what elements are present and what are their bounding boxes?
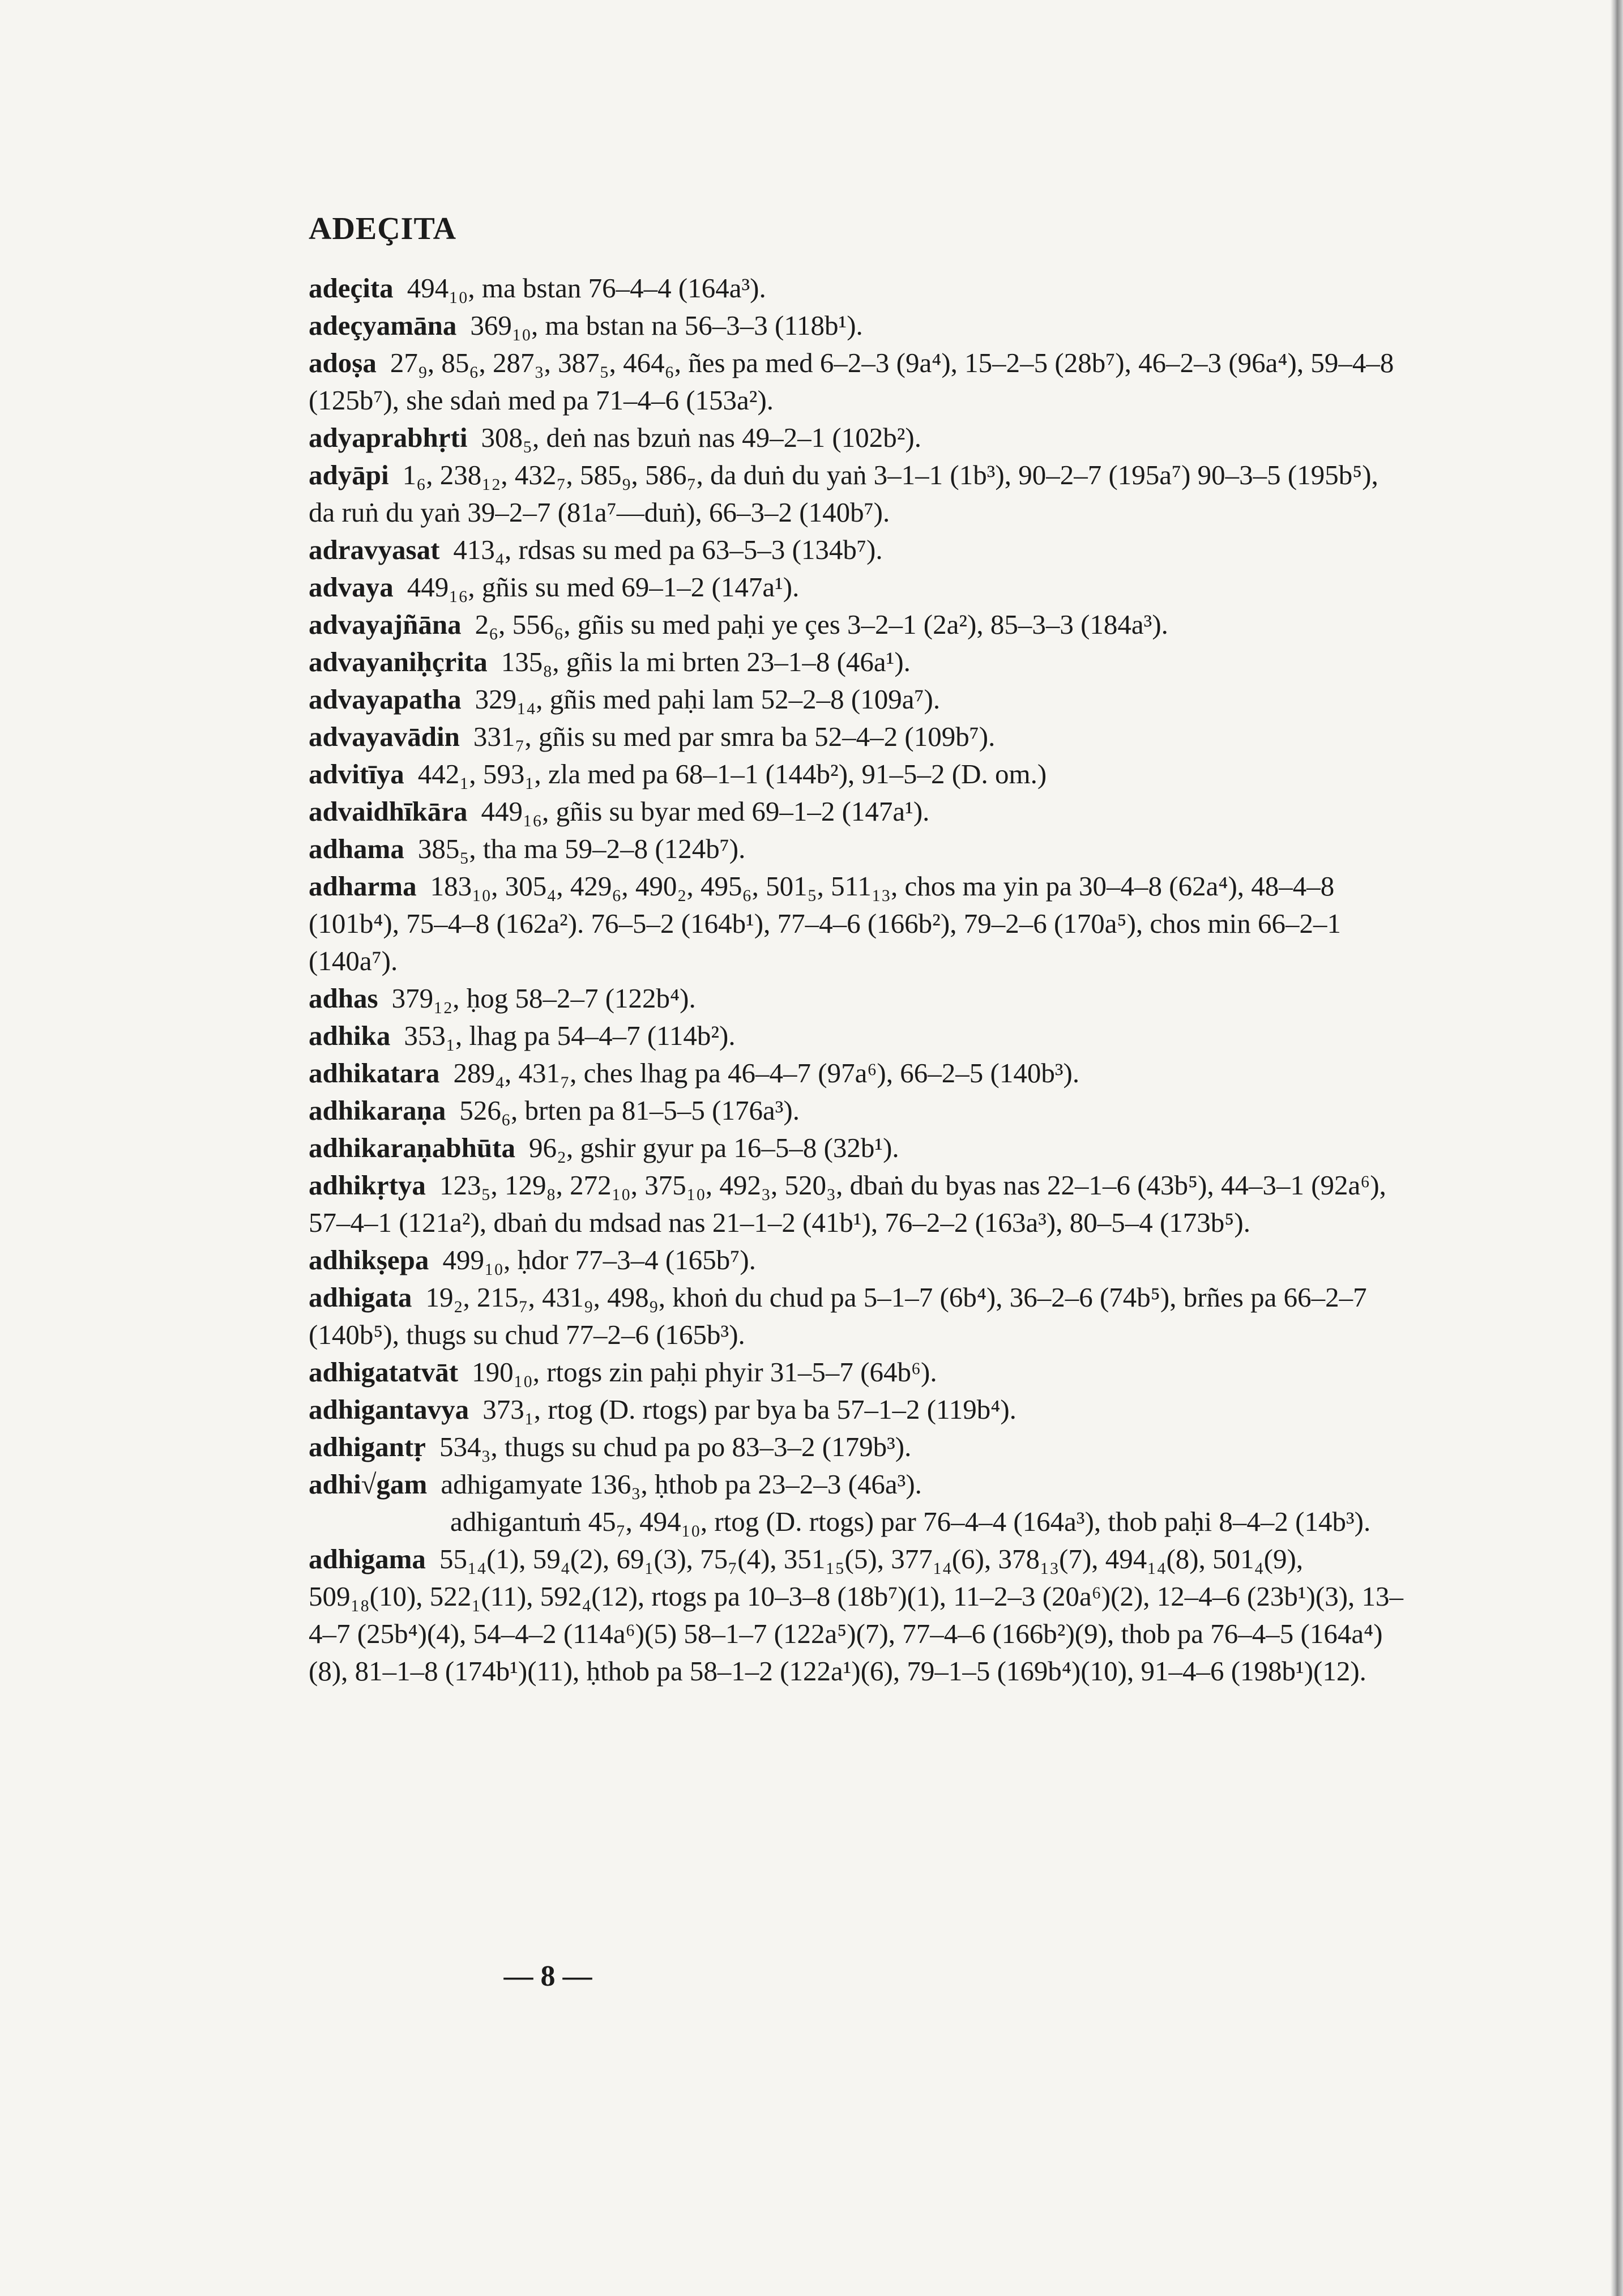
entry-headword: adeçita [309, 272, 394, 304]
dictionary-entry [309, 980, 1404, 1017]
entry-list [309, 270, 1404, 1690]
entry-text: 135₈, gñis la mi brten 23–1–8 (46a¹). [501, 646, 911, 677]
entry-headword: advayajñāna [309, 609, 462, 640]
dictionary-entry [309, 718, 1404, 756]
entry-text: 55₁₄(1), 59₄(2), 69₁(3), 75₇(4), 351₁₅(5), 377₁₄(6), 378₁₃(7), 494₁₄(8), 501₄(9), 509₁₈(10), 522₁(11), 592₄(12), rtogs pa 10–3–8 (18b⁷)(1), 11–2–3 (20a⁶)(2), 12–4–6 (23b¹)(3), 13–4–7 (25b⁴)(4), 54–4–2 (114a⁶)(5) 58–1–7 (122a⁵)(7), 77–4–6 (166b²)(9), thob pa 76–4–5 (164a⁴)(8), 81–1–8 (174b¹)(11), ḥthob pa 58–1–2 (122a¹)(6), 79–1–5 (169b⁴)(10), 91–4–6 (198b¹)(12). [309, 1543, 1404, 1687]
dictionary-entry [309, 606, 1404, 643]
entry-headword: adoṣa [309, 347, 377, 378]
entry-text: 308₅, deṅ nas bzuṅ nas 49–2–1 (102b²). [481, 422, 921, 453]
dictionary-entry [309, 419, 1404, 456]
dictionary-entry [309, 793, 1404, 830]
page-number: — 8 — [503, 1960, 592, 1992]
entry-text: 1₆, 238₁₂, 432₇, 585₉, 586₇, da duṅ du yaṅ 3–1–1 (1b³), 90–2–7 (195a⁷) 90–3–5 (195b⁵), da ruṅ du yaṅ 39–2–7 (81a⁷—duṅ), 66–3–2 (140b⁷). [309, 459, 1378, 528]
entry-headword: adhi√gam [309, 1469, 428, 1500]
entry-headword: adhigama [309, 1543, 426, 1574]
entry-headword: adhigantṛ [309, 1431, 426, 1462]
entry-text: 190₁₀, rtogs zin paḥi phyir 31–5–7 (64b⁶). [472, 1356, 937, 1388]
entry-headword: adhama [309, 833, 404, 864]
entry-text: 499₁₀, ḥdor 77–3–4 (165b⁷). [442, 1244, 756, 1275]
entry-text: 329₁₄, gñis med paḥi lam 52–2–8 (109a⁷). [475, 684, 941, 715]
entry-text: 442₁, 593₁, zla med pa 68–1–1 (144b²), 91–5–2 (D. om.) [417, 758, 1047, 789]
entry-headword: adyāpi [309, 459, 389, 490]
dictionary-entry [309, 1055, 1404, 1092]
entry-headword: adravyasat [309, 534, 440, 565]
entry-text: adhigamyate 136₃, ḥthob pa 23–2–3 (46a³). [441, 1469, 922, 1500]
entry-headword: adyaprabhṛti [309, 422, 468, 453]
entry-text: 413₄, rdsas su med pa 63–5–3 (134b⁷). [453, 534, 883, 565]
entry-text: 494₁₀, ma bstan 76–4–4 (164a³). [407, 272, 766, 304]
dictionary-entry [309, 344, 1404, 419]
entry-text: 353₁, lhag pa 54–4–7 (114b²). [404, 1020, 736, 1051]
dictionary-entry [309, 1466, 1404, 1503]
dictionary-entry [309, 270, 1404, 307]
dictionary-entry [309, 1167, 1404, 1241]
dictionary-entry [309, 756, 1404, 793]
entry-text: 331₇, gñis su med par smra ba 52–4–2 (109b⁷). [473, 721, 996, 752]
entry-headword: advaidhīkāra [309, 796, 468, 827]
entry-headword: advaya [309, 571, 394, 603]
entry-text: 27₉, 85₆, 287₃, 387₅, 464₆, ñes pa med 6–2–3 (9a⁴), 15–2–5 (28b⁷), 46–2–3 (96a⁴), 59–4–8 (125b⁷), she sdaṅ med pa 71–4–6 (153a²). [309, 347, 1394, 416]
dictionary-entry [309, 1129, 1404, 1167]
dictionary-entry [309, 1391, 1404, 1428]
dictionary-entry [309, 681, 1404, 718]
entry-headword: adhikṛtya [309, 1170, 426, 1201]
entry-text: 379₁₂, ḥog 58–2–7 (122b⁴). [391, 983, 696, 1014]
dictionary-entry [309, 868, 1404, 980]
entry-headword: advayavādin [309, 721, 460, 752]
dictionary-entry [309, 456, 1404, 531]
entry-text: 369₁₀, ma bstan na 56–3–3 (118b¹). [470, 310, 863, 341]
entry-headword: adhikatara [309, 1057, 440, 1089]
entry-headword: advitīya [309, 758, 404, 789]
entry-text: 96₂, gshir gyur pa 16–5–8 (32b¹). [528, 1132, 899, 1163]
entry-headword: adhikaraṇabhūta [309, 1132, 515, 1163]
entry-headword: adhas [309, 983, 378, 1014]
dictionary-page [309, 211, 1404, 1690]
entry-headword: advayaniḥçrita [309, 646, 488, 677]
dictionary-entry [309, 569, 1404, 606]
entry-headword: adhigata [309, 1282, 412, 1313]
entry-headword: adhika [309, 1020, 391, 1051]
entry-headword: adharma [309, 870, 417, 902]
dictionary-entry [309, 1092, 1404, 1129]
dictionary-entry [309, 1017, 1404, 1055]
entry-text: 19₂, 215₇, 431₉, 498₉, khoṅ du chud pa 5–1–7 (6b⁴), 36–2–6 (74b⁵), brñes pa 66–2–7 (140b⁵), thugs su chud 77–2–6 (165b³). [309, 1282, 1367, 1350]
section-title: ADEÇITA [309, 211, 457, 246]
entry-text: 2₆, 556₆, gñis su med paḥi ye çes 3–2–1 (2a²), 85–3–3 (184a³). [475, 609, 1168, 640]
dictionary-entry [309, 1428, 1404, 1466]
dictionary-entry [309, 830, 1404, 868]
scan-edge [1611, 0, 1623, 2296]
entry-headword: adeçyamāna [309, 310, 457, 341]
entry-text: 534₃, thugs su chud pa po 83–3–2 (179b³). [439, 1431, 912, 1462]
entry-text: 123₅, 129₈, 272₁₀, 375₁₀, 492₃, 520₃, dbaṅ du byas nas 22–1–6 (43b⁵), 44–3–1 (92a⁶), 57–4–1 (121a²), dbaṅ du mdsad nas 21–1–2 (41b¹), 76–2–2 (163a³), 80–5–4 (173b⁵). [309, 1170, 1386, 1238]
entry-text: 183₁₀, 305₄, 429₆, 490₂, 495₆, 501₅, 511₁₃, chos ma yin pa 30–4–8 (62a⁴), 48–4–8 (101b⁴), 75–4–8 (162a²). 76–5–2 (164b¹), 77–4–6 (166b²), 79–2–6 (170a⁵), chos min 66–2–1 (140a⁷). [309, 870, 1341, 976]
dictionary-entry [309, 307, 1404, 344]
entry-headword: adhikaraṇa [309, 1095, 446, 1126]
entry-headword: adhigatatvāt [309, 1356, 459, 1388]
entry-headword: adhikṣepa [309, 1244, 429, 1275]
entry-text: 449₁₆, gñis su med 69–1–2 (147a¹). [407, 571, 800, 603]
entry-subline: adhigantuṁ 45₇, 494₁₀, rtog (D. rtogs) par 76–4–4 (164a³), thob paḥi 8–4–2 (14b³). [450, 1506, 1371, 1537]
dictionary-entry [309, 1241, 1404, 1279]
entry-headword: adhigantavya [309, 1394, 469, 1425]
dictionary-entry [309, 531, 1404, 569]
dictionary-entry [309, 1279, 1404, 1354]
dictionary-entry [309, 1540, 1404, 1690]
entry-headword: advayapatha [309, 684, 462, 715]
dictionary-entry [309, 1354, 1404, 1391]
entry-text: 373₁, rtog (D. rtogs) par bya ba 57–1–2 (119b⁴). [482, 1394, 1016, 1425]
entry-text: 289₄, 431₇, ches lhag pa 46–4–7 (97a⁶), 66–2–5 (140b³). [453, 1057, 1080, 1089]
entry-text: 385₅, tha ma 59–2–8 (124b⁷). [417, 833, 746, 864]
entry-text: 449₁₆, gñis su byar med 69–1–2 (147a¹). [481, 796, 930, 827]
entry-text: 526₆, brten pa 81–5–5 (176a³). [459, 1095, 800, 1126]
dictionary-entry [309, 643, 1404, 681]
